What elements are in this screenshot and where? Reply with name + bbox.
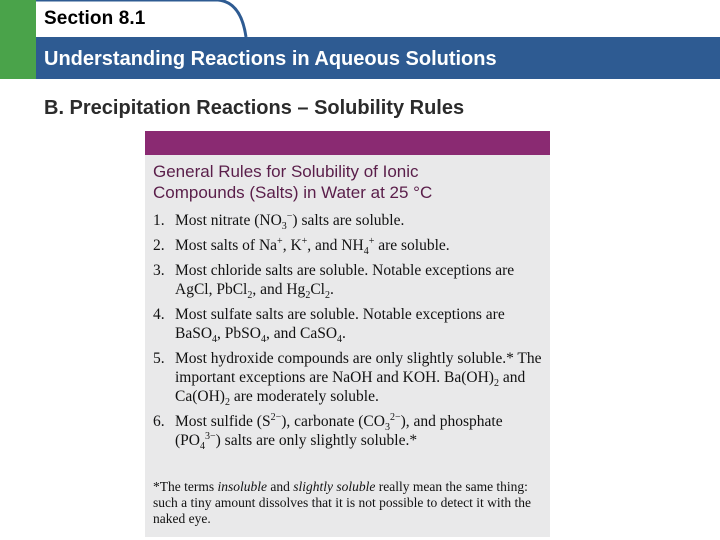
rule-text: Most chloride salts are soluble. Notable exceptions are AgCl, PbCl$_2$, and $Hg_2Cl_2$. [175,262,515,302]
figure-title [153,161,548,203]
rule-number: 2. [153,237,165,254]
rule-text: Most hydroxide compounds are only slightly soluble.* The important exceptions are NaOH and KOH. $Ba(OH)_2$ and $Ca(OH)_2$ are moderately soluble. [175,350,542,409]
rule-text: Most sulfide $(S^{2-})$, carbonate $(CO_3^{2-})$, and phosphate $(PO_4^{3-})$ salts are only slightly soluble.* [175,411,503,453]
rule-item [153,210,545,233]
title-bar [0,37,720,79]
slide-subheading: B. Precipitation Reactions – Solubility Rules [44,97,465,119]
rule-number: 3. [153,262,165,279]
rule-text: Most sulfate salts are soluble. Notable exceptions are BaSO$_4$, PbSO$_4$, and CaSO$_4$. [175,306,505,346]
rule-text: Most salts of Na+, K+, and $NH_4^+$ are soluble. [175,235,450,258]
section-tab-row [0,0,720,37]
rule-item [153,349,545,409]
solubility-rules-list [153,211,545,456]
figure-footnote: *The terms insoluble and slightly soluble really mean the same thing: such a tiny amount dissolves that it is not possible to detect it with the naked eye. [153,479,531,526]
rule-item [153,411,545,453]
rule-item [153,305,545,346]
figure-title-line-1: General Rules for Solubility of Ionic [153,162,419,181]
figure-header-bar [145,131,550,155]
rule-number: 4. [153,306,165,323]
rule-number: 1. [153,212,165,229]
rule-item [153,261,545,302]
rule-number: 6. [153,413,165,430]
section-label: Section 8.1 [44,8,146,29]
solubility-rules-figure [145,131,550,537]
page-title: Understanding Reactions in Aqueous Solutions [44,48,497,70]
figure-title-line-2: Compounds (Salts) in Water at 25 °C [153,183,433,202]
rule-text: Most nitrate $(NO_3^-)$ salts are soluble. [175,210,405,233]
rule-number: 5. [153,350,165,367]
title-green-strip [0,37,36,79]
section-green-marker [0,0,36,37]
rule-item [153,235,545,258]
